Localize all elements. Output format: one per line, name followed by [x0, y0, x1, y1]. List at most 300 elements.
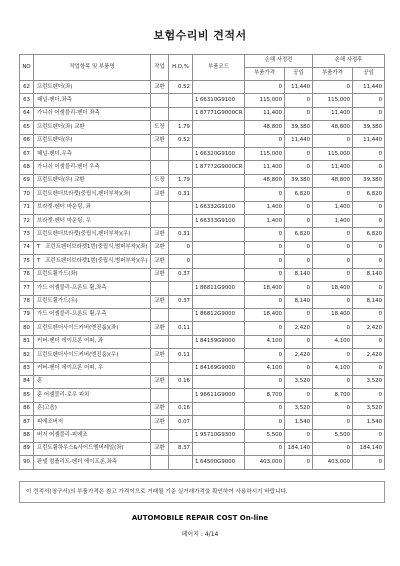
row-part-code-cell [193, 402, 245, 415]
table-row [20, 255, 385, 268]
row-work [151, 282, 169, 295]
row-no: 89 [20, 442, 34, 455]
row-after-part-price: 0 [313, 134, 353, 147]
header-row-1 [20, 55, 385, 68]
row-item-cell [34, 416, 151, 429]
table-row [20, 335, 385, 348]
row-ho: 0.07 [169, 416, 193, 429]
row-after-part-price: 0 [313, 268, 353, 281]
row-after-labor: 0 [353, 94, 385, 107]
row-qty: 1 [195, 284, 199, 291]
table-row [20, 121, 385, 134]
row-item-cell [34, 295, 151, 308]
row-no: 66 [20, 134, 34, 147]
row-item-cell [34, 121, 151, 134]
row-after-labor: 3,520 [353, 375, 385, 388]
row-ho [169, 94, 193, 107]
row-before-labor: 3,520 [285, 402, 313, 415]
row-item-name: 프런트펜더사이드커버(엔진룸)(좌) [37, 324, 119, 331]
row-before-part-price: 48,800 [245, 121, 285, 134]
row-after-labor: 6,820 [353, 228, 385, 241]
row-part-code-cell [193, 335, 245, 348]
table-row [20, 148, 385, 161]
row-ho [169, 161, 193, 174]
table-row [20, 81, 385, 94]
row-qty: 1 [195, 338, 199, 345]
row-before-labor: 8,140 [285, 268, 313, 281]
row-ho [169, 282, 193, 295]
row-before-part-price: 0 [245, 255, 285, 268]
estimate-rows [20, 81, 385, 470]
row-work: 도장 [151, 174, 169, 187]
header-part-code: 부품코드 [193, 55, 245, 81]
header-before-labor: 공임 [285, 68, 313, 81]
row-ho: 0 [169, 255, 193, 268]
row-no: 73 [20, 228, 34, 241]
row-item-name: 프런트펜더브라켓1번(중립식,범퍼부착)(우) [45, 257, 148, 264]
row-qty: 1 [195, 432, 199, 439]
row-part-code-cell [193, 429, 245, 442]
row-marker: T [37, 257, 41, 264]
row-ho: 0.52 [169, 81, 193, 94]
row-item-cell [34, 255, 151, 268]
row-after-part-price: 0 [313, 255, 353, 268]
row-item-cell [34, 442, 151, 455]
row-part-code-cell [193, 308, 245, 321]
row-after-labor: 0 [353, 362, 385, 375]
row-after-part-price: 1,400 [313, 201, 353, 214]
row-before-part-price: 8,700 [245, 389, 285, 402]
row-no: 77 [20, 282, 34, 295]
row-before-labor: 0 [285, 456, 313, 469]
row-part-code: 87771G9000CR [200, 110, 243, 117]
row-item-cell [34, 201, 151, 214]
row-item-cell [34, 375, 151, 388]
row-after-part-price: 5,500 [313, 429, 353, 442]
row-before-labor: 39,380 [285, 174, 313, 187]
table-row [20, 389, 385, 402]
row-after-part-price: 1,400 [313, 215, 353, 228]
estimate-table [19, 54, 385, 470]
row-after-labor: 0 [353, 255, 385, 268]
footer-brand: AUTOMOBILE REPAIR COST On-line [131, 514, 269, 522]
row-before-labor: 0 [285, 201, 313, 214]
row-item-name: 프런트펜더(좌) [37, 83, 73, 90]
table-row [20, 375, 385, 388]
row-work: 교환 [151, 375, 169, 388]
row-after-labor: 0 [353, 389, 385, 402]
row-no: 64 [20, 107, 34, 120]
row-before-part-price: 0 [245, 241, 285, 254]
row-work [151, 148, 169, 161]
row-before-labor: 0 [285, 255, 313, 268]
row-no: 78 [20, 295, 34, 308]
row-before-labor: 8,140 [285, 295, 313, 308]
header-before-assessment: 손해 사정전 [245, 55, 313, 68]
row-item-name: 프런트펜더브라켓1번(중립식,범퍼부착)(좌) [45, 244, 148, 251]
row-item-cell [34, 429, 151, 442]
row-after-labor: 0 [353, 335, 385, 348]
row-ho: 0 [169, 241, 193, 254]
row-item-name: 혼(고음) [37, 405, 57, 412]
row-no: 79 [20, 308, 34, 321]
row-work: 교환 [151, 295, 169, 308]
row-after-part-price: 18,400 [313, 282, 353, 295]
row-after-labor: 6,820 [353, 188, 385, 201]
row-no: 88 [20, 429, 34, 442]
row-work: 교환 [151, 442, 169, 455]
row-after-part-price: 18,400 [313, 308, 353, 321]
page-number: 페이지 : 4/14 [181, 531, 219, 538]
row-after-labor: 39,380 [353, 174, 385, 187]
row-part-code-cell [193, 148, 245, 161]
table-row [20, 228, 385, 241]
row-after-part-price: 4,100 [313, 362, 353, 375]
row-item-cell [34, 322, 151, 335]
row-no: 85 [20, 389, 34, 402]
table-row [20, 161, 385, 174]
row-item-name: 브라켓-펜더 마운팅, 좌 [37, 204, 91, 211]
row-item-name: 패널-펜더,우측 [37, 150, 72, 157]
row-part-code-cell [193, 295, 245, 308]
row-no: 74 [20, 241, 34, 254]
row-item-name: 판넬 컴플리트-펜더 에이프론,좌측 [37, 458, 117, 465]
row-item-name: 가드 어셈블리-프론트 휠,좌측 [37, 284, 107, 291]
row-after-part-price: 0 [313, 375, 353, 388]
row-part-code: 84169G9000 [200, 365, 236, 372]
row-after-part-price: 48,800 [313, 174, 353, 187]
row-item-cell [34, 215, 151, 228]
row-after-labor: 8,140 [353, 295, 385, 308]
row-item-name: 버저 어셈블리-피에조 [37, 432, 88, 439]
row-no: 81 [20, 335, 34, 348]
row-before-labor: 0 [285, 94, 313, 107]
row-qty: 1 [195, 204, 199, 211]
row-work: 교환 [151, 349, 169, 362]
table-row [20, 402, 385, 415]
table-row [20, 174, 385, 187]
row-part-code-cell [193, 188, 245, 201]
row-before-part-price: 0 [245, 442, 285, 455]
row-part-code: 84159G9000 [200, 338, 236, 345]
row-item-name: 가드 어셈블리-프론트 휠,우측 [37, 311, 107, 318]
row-item-name: 프런트펜더(우) [37, 137, 73, 144]
row-no: 62 [20, 81, 34, 94]
row-ho: 0.31 [169, 188, 193, 201]
row-work [151, 215, 169, 228]
row-before-part-price: 403,000 [245, 456, 285, 469]
row-item-name: 가니쉬 어셈블리-펜더 좌측 [37, 110, 100, 117]
row-part-code-cell [193, 375, 245, 388]
row-before-labor: 0 [285, 389, 313, 402]
row-work: 교환 [151, 402, 169, 415]
row-before-labor: 0 [285, 215, 313, 228]
row-after-labor: 2,420 [353, 322, 385, 335]
row-item-cell [34, 349, 151, 362]
row-no: 84 [20, 375, 34, 388]
row-no: 70 [20, 188, 34, 201]
table-row [20, 107, 385, 120]
row-no: 87 [20, 416, 34, 429]
row-item-cell [34, 268, 151, 281]
row-item-name: 프런트휠가드(우) [37, 298, 78, 304]
row-before-labor: 11,440 [285, 81, 313, 94]
row-no: 90 [20, 456, 34, 469]
row-item-cell [34, 161, 151, 174]
row-part-code-cell [193, 94, 245, 107]
row-before-part-price: 0 [245, 268, 285, 281]
row-ho: 0.11 [169, 349, 193, 362]
row-before-part-price: 0 [245, 416, 285, 429]
row-qty: 1 [195, 365, 199, 372]
row-ho [169, 456, 193, 469]
row-before-labor: 0 [285, 148, 313, 161]
row-item-name: 프런트펜더(우) 교환 [37, 177, 85, 184]
table-header [20, 55, 385, 81]
row-after-labor: 11,440 [353, 134, 385, 147]
row-ho: 0.16 [169, 402, 193, 415]
row-after-part-price: 11,400 [313, 107, 353, 120]
row-after-part-price: 0 [313, 228, 353, 241]
row-no: 63 [20, 94, 34, 107]
row-part-code: 64500G9000 [200, 458, 236, 465]
row-part-code-cell [193, 255, 245, 268]
row-after-labor: 3,520 [353, 402, 385, 415]
row-ho: 0.31 [169, 228, 193, 241]
row-work: 교환 [151, 81, 169, 94]
row-before-part-price: 18,400 [245, 308, 285, 321]
row-item-cell [34, 456, 151, 469]
row-before-labor: 0 [285, 282, 313, 295]
row-work: 교환 [151, 241, 169, 254]
row-after-labor: 0 [353, 107, 385, 120]
row-work: 교환 [151, 228, 169, 241]
table-row [20, 268, 385, 281]
row-no: 68 [20, 161, 34, 174]
row-part-code-cell [193, 389, 245, 402]
row-qty: 1 [195, 96, 199, 103]
row-work: 교환 [151, 416, 169, 429]
row-before-part-price: 0 [245, 375, 285, 388]
row-item-cell [34, 228, 151, 241]
row-part-code: 66333G9100 [200, 217, 236, 224]
row-after-part-price: 0 [313, 416, 353, 429]
table-row [20, 308, 385, 321]
row-before-part-price: 4,100 [245, 335, 285, 348]
row-part-code-cell [193, 107, 245, 120]
row-item-name: 프런트펜더사이드커버(엔진룸)(우) [37, 351, 119, 358]
row-item-cell [34, 362, 151, 375]
row-ho [169, 362, 193, 375]
row-no: 67 [20, 148, 34, 161]
row-before-labor: 0 [285, 362, 313, 375]
row-before-labor: 6,820 [285, 228, 313, 241]
row-ho: 0.52 [169, 134, 193, 147]
row-ho: 1.79 [169, 121, 193, 134]
row-item-name: 피에조버저 [37, 418, 64, 425]
row-part-code-cell [193, 121, 245, 134]
row-no: 80 [20, 322, 34, 335]
row-part-code-cell [193, 174, 245, 187]
table-row [20, 134, 385, 147]
row-before-labor: 2,420 [285, 322, 313, 335]
row-item-cell [34, 134, 151, 147]
row-item-cell [34, 241, 151, 254]
row-item-cell [34, 335, 151, 348]
row-item-cell [34, 81, 151, 94]
row-ho [169, 107, 193, 120]
row-item-cell [34, 94, 151, 107]
header-after-assessment: 손해 사정후 [313, 55, 385, 68]
row-after-labor: 0 [353, 215, 385, 228]
row-qty: 1 [195, 150, 199, 157]
table-row [20, 322, 385, 335]
row-item-name: 혼 [37, 378, 43, 385]
row-no: 82 [20, 349, 34, 362]
row-before-labor: 11,440 [285, 134, 313, 147]
row-before-part-price: 0 [245, 322, 285, 335]
row-part-code-cell [193, 241, 245, 254]
row-before-part-price: 0 [245, 402, 285, 415]
row-part-code-cell [193, 215, 245, 228]
row-after-part-price: 48,800 [313, 121, 353, 134]
row-after-labor: 11,440 [353, 81, 385, 94]
table-row [20, 188, 385, 201]
row-work: 교환 [151, 268, 169, 281]
header-after-labor: 공임 [353, 68, 385, 81]
row-part-code-cell [193, 282, 245, 295]
row-after-part-price: 0 [313, 81, 353, 94]
row-part-code: 87772G9000CR [200, 163, 243, 170]
row-item-name: 프런트펜더브라켓(중립식,펜더부착)(좌) [37, 190, 131, 197]
row-work [151, 94, 169, 107]
row-before-part-price: 48,800 [245, 174, 285, 187]
row-after-part-price: 0 [313, 241, 353, 254]
row-work [151, 456, 169, 469]
row-before-labor: 1,540 [285, 416, 313, 429]
row-after-labor: 0 [353, 282, 385, 295]
table-row [20, 94, 385, 107]
row-before-part-price: 115,000 [245, 94, 285, 107]
row-before-part-price: 0 [245, 188, 285, 201]
row-part-code-cell [193, 416, 245, 429]
row-work [151, 335, 169, 348]
row-no: 72 [20, 215, 34, 228]
row-after-labor: 0 [353, 148, 385, 161]
row-after-part-price: 0 [313, 322, 353, 335]
row-after-labor: 0 [353, 456, 385, 469]
row-item-name: 가니쉬 어셈블리-펜더 우측 [37, 163, 100, 170]
table-row [20, 456, 385, 469]
row-item-name: 브라켓-펜더 마운팅, 우 [37, 217, 91, 224]
row-item-cell [34, 389, 151, 402]
row-before-labor: 39,380 [285, 121, 313, 134]
row-after-part-price: 0 [313, 402, 353, 415]
row-before-labor: 0 [285, 241, 313, 254]
row-qty: 1 [195, 311, 199, 318]
row-before-labor: 2,420 [285, 349, 313, 362]
row-before-labor: 6,820 [285, 188, 313, 201]
header-after-part-price: 부품가격 [313, 68, 353, 81]
row-part-code-cell [193, 349, 245, 362]
header-item: 작업항목 및 부품명 [34, 55, 151, 81]
row-before-labor: 0 [285, 107, 313, 120]
row-ho [169, 201, 193, 214]
table-row [20, 282, 385, 295]
row-ho [169, 389, 193, 402]
row-ho: 1.79 [169, 174, 193, 187]
row-after-part-price: 0 [313, 349, 353, 362]
row-item-cell [34, 188, 151, 201]
row-part-code: 66332G9100 [200, 204, 236, 211]
row-after-part-price: 403,000 [313, 456, 353, 469]
row-no: 83 [20, 362, 34, 375]
row-after-labor: 0 [353, 429, 385, 442]
row-after-labor: 39,380 [353, 121, 385, 134]
row-item-cell [34, 402, 151, 415]
row-after-part-price: 0 [313, 442, 353, 455]
row-after-labor: 184,140 [353, 442, 385, 455]
row-no: 76 [20, 268, 34, 281]
table-row [20, 295, 385, 308]
row-after-labor: 0 [353, 308, 385, 321]
header-work: 작업 [151, 55, 169, 81]
table-row [20, 215, 385, 228]
row-work [151, 429, 169, 442]
row-before-part-price: 11,400 [245, 161, 285, 174]
row-no: 69 [20, 174, 34, 187]
table-row [20, 429, 385, 442]
row-before-part-price: 18,400 [245, 282, 285, 295]
row-before-labor: 184,140 [285, 442, 313, 455]
row-qty: 1 [195, 458, 199, 465]
row-qty: 1 [195, 163, 199, 170]
row-ho: 8.37 [169, 442, 193, 455]
page-title: 보험수리비 견적서 [153, 29, 247, 42]
row-part-code: 86812G9000 [200, 311, 236, 318]
row-item-name: 혼 어셈블리-로우 피치 [37, 391, 90, 398]
row-item-cell [34, 308, 151, 321]
row-ho: 0.37 [169, 268, 193, 281]
table-row [20, 201, 385, 214]
row-no: 86 [20, 402, 34, 415]
row-item-cell [34, 174, 151, 187]
row-qty: 1 [195, 217, 199, 224]
row-ho [169, 335, 193, 348]
row-part-code-cell [193, 456, 245, 469]
row-before-part-price: 115,000 [245, 148, 285, 161]
row-part-code-cell [193, 228, 245, 241]
row-before-labor: 0 [285, 429, 313, 442]
row-item-name: 프런트펜더(좌) 교환 [37, 123, 85, 130]
row-before-labor: 0 [285, 335, 313, 348]
row-part-code-cell [193, 134, 245, 147]
row-item-name: 프런트펜더브라켓(중립식,펜더부착)(우) [37, 230, 131, 237]
row-qty: 1 [195, 110, 199, 117]
row-before-part-price: 1,400 [245, 215, 285, 228]
row-part-code: 66320G9100 [200, 150, 236, 157]
row-item-name: 커버-펜더 에이프론 어퍼, 좌 [37, 338, 104, 345]
row-before-labor: 0 [285, 161, 313, 174]
row-item-cell [34, 282, 151, 295]
table-row [20, 241, 385, 254]
row-after-part-price: 11,400 [313, 161, 353, 174]
row-before-part-price: 0 [245, 134, 285, 147]
row-after-labor: 1,540 [353, 416, 385, 429]
row-part-code-cell [193, 201, 245, 214]
row-before-part-price: 0 [245, 81, 285, 94]
row-work [151, 161, 169, 174]
